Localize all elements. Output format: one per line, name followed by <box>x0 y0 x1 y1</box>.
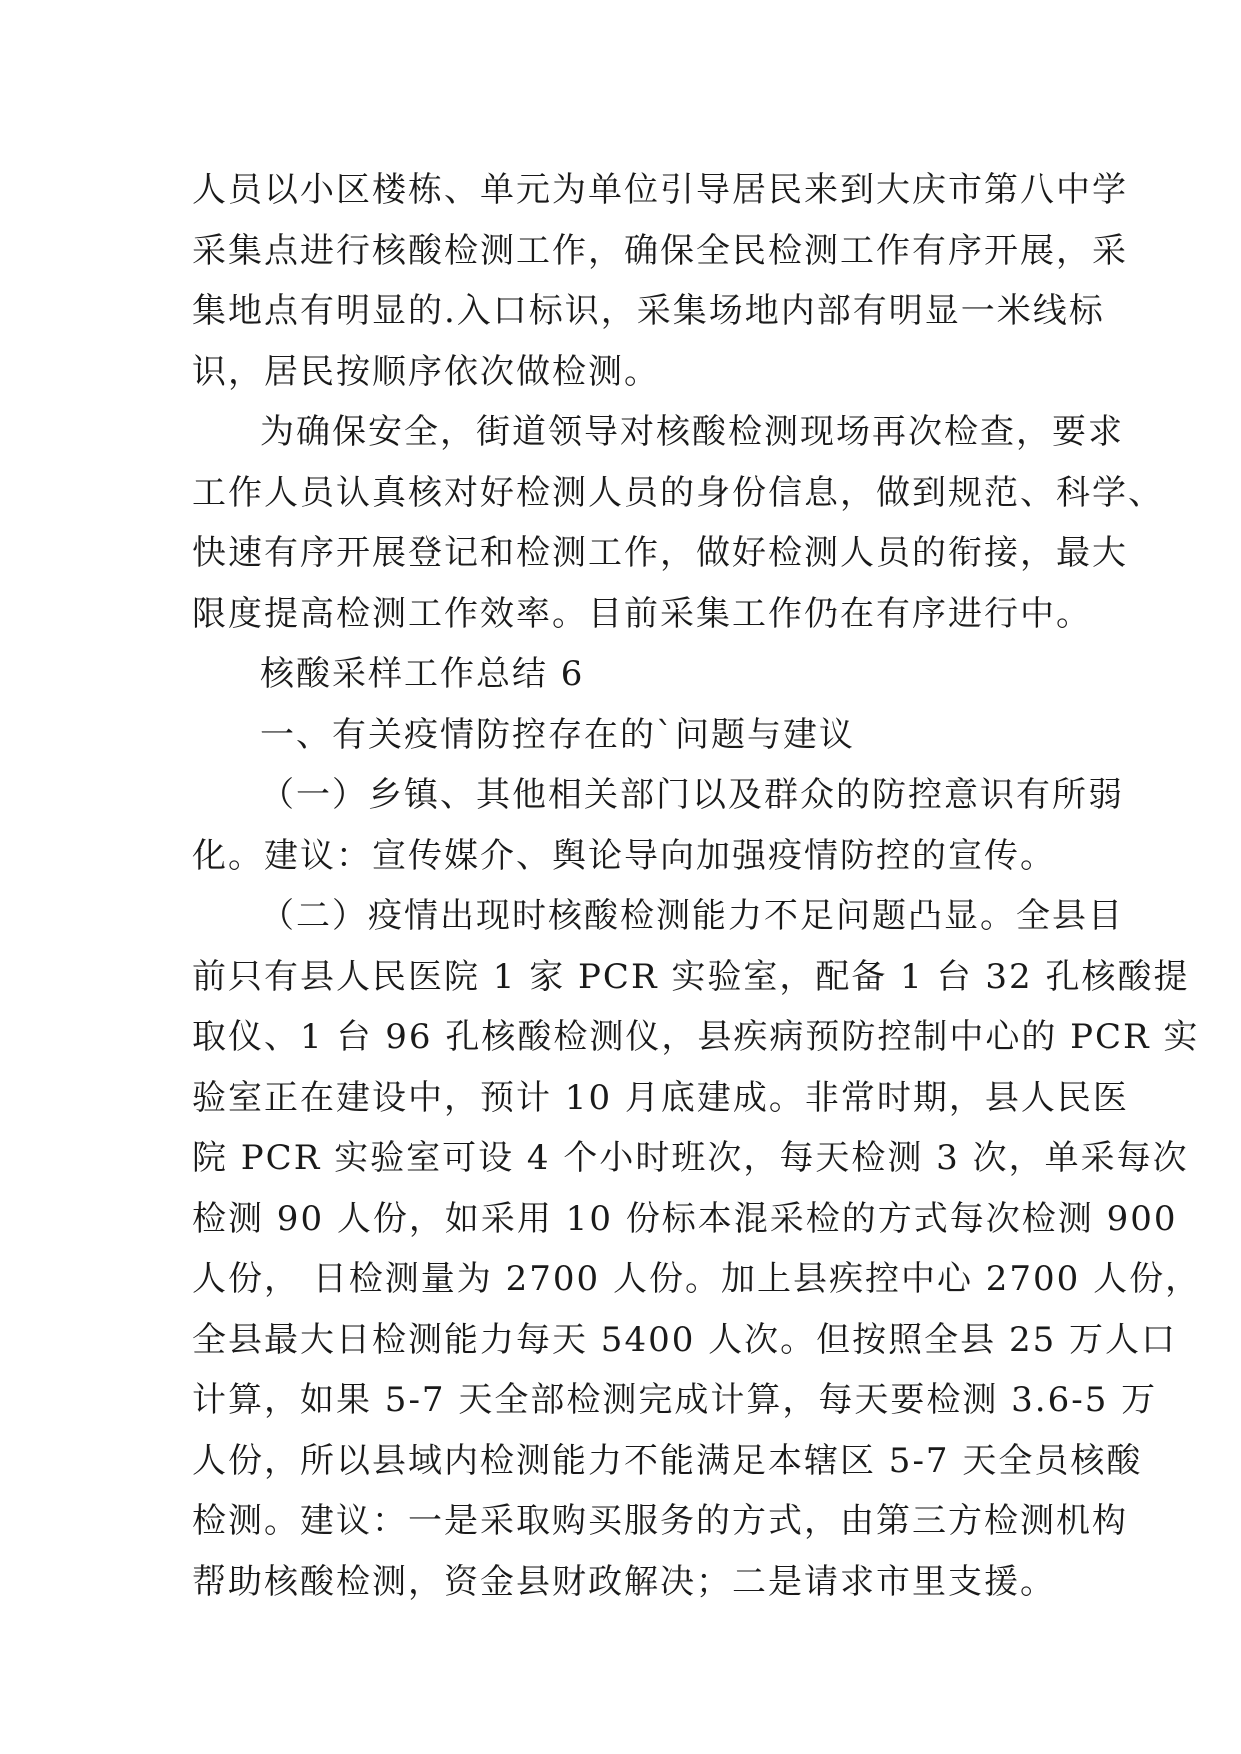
section-title: 核酸采样工作总结 6 <box>260 654 585 694</box>
text-line: 采集点进行核酸检测工作，确保全民检测工作有序开展，采 <box>192 230 1128 271</box>
text-line: 取仪、1 台 96 孔核酸检测仪，县疾病预防控制中心的 PCR 实 <box>192 1017 1200 1057</box>
text-line: 全县最大日检测能力每天 5400 人次。但按照全县 25 万人口 <box>192 1319 1178 1360</box>
text-line: 工作人员认真核对好检测人员的身份信息，做到规范、科学、 <box>192 472 1164 513</box>
text-line: 限度提高检测工作效率。目前采集工作仍在有序进行中。 <box>192 593 1092 634</box>
text-line: 计算，如果 5-7 天全部检测完成计算，每天要检测 3.6-5 万 <box>192 1380 1158 1420</box>
paragraph-first-line: 为确保安全，街道领导对核酸检测现场再次检查，要求 <box>260 412 1124 452</box>
text-line: 前只有县人民医院 1 家 PCR 实验室，配备 1 台 32 孔核酸提 <box>192 956 1190 997</box>
text-line: 人份， 日检测量为 2700 人份。加上县疾控中心 2700 人份， <box>192 1259 1202 1299</box>
text-line: 快速有序开展登记和检测工作，做好检测人员的衔接，最大 <box>192 533 1128 573</box>
section-heading: 一、有关疫情防控存在的`问题与建议 <box>260 714 855 755</box>
text-line: 帮助核酸检测，资金县财政解决；二是请求市里支援。 <box>192 1561 1056 1602</box>
text-line: 人员以小区楼栋、单元为单位引导居民来到大庆市第八中学 <box>192 170 1128 210</box>
text-line: 识，居民按顺序依次做检测。 <box>192 351 660 392</box>
text-line: 人份，所以县域内检测能力不能满足本辖区 5-7 天全员核酸 <box>192 1440 1143 1481</box>
text-line: 检测 90 人份，如采用 10 份标本混采检的方式每次检测 900 <box>192 1198 1178 1239</box>
document-body <box>192 160 1202 1612</box>
paragraph-first-line: （二）疫情出现时核酸检测能力不足问题凸显。全县目 <box>260 896 1124 936</box>
text-line: 院 PCR 实验室可设 4 个小时班次，每天检测 3 次，单采每次 <box>192 1138 1189 1178</box>
text-line: 化。建议：宣传媒介、舆论导向加强疫情防控的宣传。 <box>192 835 1056 876</box>
paragraph-first-line: （一）乡镇、其他相关部门以及群众的防控意识有所弱 <box>260 775 1124 815</box>
text-line: 集地点有明显的.入口标识，采集场地内部有明显一米线标 <box>192 291 1105 331</box>
text-line: 验室正在建设中，预计 10 月底建成。非常时期，县人民医 <box>192 1077 1129 1118</box>
text-line: 检测。建议：一是采取购买服务的方式，由第三方检测机构 <box>192 1501 1128 1541</box>
